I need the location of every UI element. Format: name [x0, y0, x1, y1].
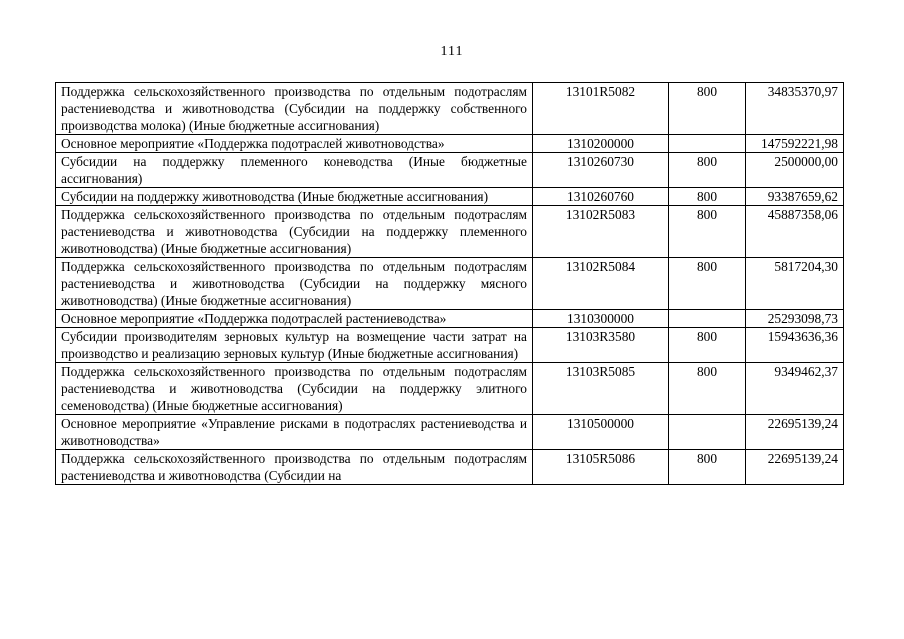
row-expense-type: [669, 415, 746, 450]
row-target-code: 13102R5084: [533, 258, 669, 310]
row-target-code: 1310260760: [533, 188, 669, 206]
table-row: [56, 153, 844, 188]
table-row: [56, 258, 844, 310]
row-description: Поддержка сельскохозяйственного производства по отдельным подотраслям растениеводства и животноводства (Субсидии на поддержку собственного производства молока) (Иные бюджетные ассигнования): [56, 83, 533, 135]
table-row: [56, 310, 844, 328]
row-description: Субсидии производителям зерновых культур на возмещение части затрат на производство и реализацию зерновых культур (Иные бюджетные ассигнования): [56, 328, 533, 363]
row-expense-type: 800: [669, 188, 746, 206]
row-expense-type: 800: [669, 83, 746, 135]
row-expense-type: 800: [669, 258, 746, 310]
row-target-code: 1310300000: [533, 310, 669, 328]
table-row: [56, 415, 844, 450]
row-amount: 15943636,36: [746, 328, 844, 363]
row-amount: 22695139,24: [746, 415, 844, 450]
table-row: [56, 135, 844, 153]
row-description: Субсидии на поддержку животноводства (Иные бюджетные ассигнования): [56, 188, 533, 206]
row-amount: 9349462,37: [746, 363, 844, 415]
row-target-code: 13103R3580: [533, 328, 669, 363]
row-expense-type: [669, 310, 746, 328]
row-target-code: 1310200000: [533, 135, 669, 153]
row-expense-type: 800: [669, 153, 746, 188]
row-amount: 45887358,06: [746, 206, 844, 258]
table-row: [56, 83, 844, 135]
table-row: [56, 363, 844, 415]
row-expense-type: 800: [669, 328, 746, 363]
row-expense-type: 800: [669, 206, 746, 258]
row-amount: 93387659,62: [746, 188, 844, 206]
table-row: [56, 328, 844, 363]
page-number: 111: [440, 44, 464, 59]
row-expense-type: [669, 135, 746, 153]
row-target-code: 1310260730: [533, 153, 669, 188]
row-expense-type: 800: [669, 363, 746, 415]
row-target-code: 13102R5083: [533, 206, 669, 258]
row-target-code: 13101R5082: [533, 83, 669, 135]
row-description: Поддержка сельскохозяйственного производства по отдельным подотраслям растениеводства и животноводства (Субсидии на: [56, 450, 533, 485]
row-amount: 25293098,73: [746, 310, 844, 328]
table-row: [56, 188, 844, 206]
row-amount: 2500000,00: [746, 153, 844, 188]
row-description: Основное мероприятие «Поддержка подотраслей растениеводства»: [56, 310, 533, 328]
row-description: Субсидии на поддержку племенного коневодства (Иные бюджетные ассигнования): [56, 153, 533, 188]
row-description: Поддержка сельскохозяйственного производства по отдельным подотраслям растениеводства и животноводства (Субсидии на поддержку мясного животноводства) (Иные бюджетные ассигнования): [56, 258, 533, 310]
row-target-code: 1310500000: [533, 415, 669, 450]
table-row: [56, 450, 844, 485]
row-target-code: 13103R5085: [533, 363, 669, 415]
row-description: Основное мероприятие «Поддержка подотраслей животноводства»: [56, 135, 533, 153]
table-row: [56, 206, 844, 258]
row-amount: 34835370,97: [746, 83, 844, 135]
budget-table: [55, 82, 844, 485]
row-description: Поддержка сельскохозяйственного производства по отдельным подотраслям растениеводства и животноводства (Субсидии на поддержку племенного животноводства) (Иные бюджетные ассигнования): [56, 206, 533, 258]
row-amount: 22695139,24: [746, 450, 844, 485]
row-expense-type: 800: [669, 450, 746, 485]
row-description: Основное мероприятие «Управление рисками в подотраслях растениеводства и животноводства»: [56, 415, 533, 450]
row-description: Поддержка сельскохозяйственного производства по отдельным подотраслям растениеводства и животноводства (Субсидии на поддержку элитного семеноводства) (Иные бюджетные ассигнования): [56, 363, 533, 415]
row-amount: 147592221,98: [746, 135, 844, 153]
row-amount: 5817204,30: [746, 258, 844, 310]
row-target-code: 13105R5086: [533, 450, 669, 485]
